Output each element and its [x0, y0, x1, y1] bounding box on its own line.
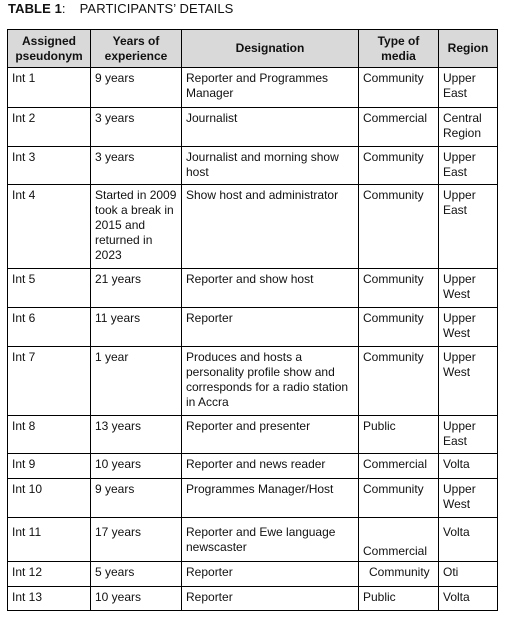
cell-region: Volta — [439, 518, 498, 562]
cell-designation: Reporter and Programmes Manager — [182, 68, 359, 108]
cell-designation: Reporter and presenter — [182, 416, 359, 454]
cell-experience: 1 year — [91, 347, 182, 416]
cell-media-type: Community — [359, 68, 439, 108]
cell-designation: Reporter — [182, 587, 359, 611]
cell-pseudonym: Int 12 — [8, 562, 91, 587]
cell-media-type: Community — [359, 269, 439, 308]
cell-media-type: Commercial — [359, 108, 439, 147]
cell-media-type: Commercial — [359, 518, 439, 562]
cell-region: Upper East — [439, 185, 498, 269]
table-row — [8, 347, 498, 416]
cell-pseudonym: Int 4 — [8, 185, 91, 269]
cell-experience: 10 years — [91, 454, 182, 479]
header-media-type: Type of media — [359, 30, 439, 68]
table-row — [8, 416, 498, 454]
cell-media-type: Community — [359, 147, 439, 185]
cell-designation: Produces and hosts a personality profile show and corresponds for a radio station in Accra — [182, 347, 359, 416]
cell-pseudonym: Int 5 — [8, 269, 91, 308]
table-row — [8, 185, 498, 269]
cell-designation: Reporter and show host — [182, 269, 359, 308]
cell-experience: 11 years — [91, 308, 182, 347]
cell-region: Central Region — [439, 108, 498, 147]
table-row — [8, 587, 498, 611]
cell-experience: 3 years — [91, 108, 182, 147]
table-row — [8, 308, 498, 347]
cell-designation: Reporter — [182, 308, 359, 347]
cell-experience: 10 years — [91, 587, 182, 611]
cell-region: Volta — [439, 454, 498, 479]
cell-pseudonym: Int 9 — [8, 454, 91, 479]
table-row — [8, 108, 498, 147]
cell-pseudonym: Int 7 — [8, 347, 91, 416]
table-row — [8, 68, 498, 108]
cell-pseudonym: Int 11 — [8, 518, 91, 562]
cell-pseudonym: Int 13 — [8, 587, 91, 611]
header-designation: Designation — [182, 30, 359, 68]
cell-designation: Reporter and Ewe language newscaster — [182, 518, 359, 562]
cell-media-type: Community — [359, 347, 439, 416]
cell-region: Upper West — [439, 269, 498, 308]
cell-media-type: Community — [359, 308, 439, 347]
cell-region: Volta — [439, 587, 498, 611]
cell-experience: Started in 2009 took a break in 2015 and returned in 2023 — [91, 185, 182, 269]
cell-media-type: Commercial — [359, 454, 439, 479]
cell-experience: 13 years — [91, 416, 182, 454]
header-experience: Years of experience — [91, 30, 182, 68]
table-row — [8, 269, 498, 308]
cell-pseudonym: Int 1 — [8, 68, 91, 108]
cell-designation: Reporter — [182, 562, 359, 587]
cell-experience: 3 years — [91, 147, 182, 185]
table-title: PARTICIPANTS’ DETAILS — [79, 1, 234, 16]
header-region: Region — [439, 30, 498, 68]
cell-designation: Journalist — [182, 108, 359, 147]
cell-pseudonym: Int 8 — [8, 416, 91, 454]
cell-region: Upper East — [439, 416, 498, 454]
cell-designation: Programmes Manager/Host — [182, 479, 359, 518]
cell-pseudonym: Int 3 — [8, 147, 91, 185]
header-row — [8, 30, 498, 68]
cell-experience: 9 years — [91, 479, 182, 518]
cell-region: Upper West — [439, 347, 498, 416]
cell-experience: 9 years — [91, 68, 182, 108]
table-row — [8, 454, 498, 479]
cell-region: Upper West — [439, 479, 498, 518]
table-caption: TABLE 1: PARTICIPANTS’ DETAILS — [8, 1, 234, 16]
cell-region: Upper East — [439, 147, 498, 185]
cell-designation: Show host and administrator — [182, 185, 359, 269]
cell-region: Upper East — [439, 68, 498, 108]
cell-designation: Reporter and news reader — [182, 454, 359, 479]
cell-experience: 21 years — [91, 269, 182, 308]
table-row — [8, 562, 498, 587]
table-label: TABLE 1 — [8, 1, 62, 16]
cell-media-type: Community — [359, 479, 439, 518]
participants-table — [7, 29, 498, 611]
table-row — [8, 479, 498, 518]
cell-experience: 17 years — [91, 518, 182, 562]
table-row — [8, 518, 498, 562]
cell-media-type: Community — [359, 185, 439, 269]
header-pseudonym: Assigned pseudonym — [8, 30, 91, 68]
cell-experience: 5 years — [91, 562, 182, 587]
cell-pseudonym: Int 10 — [8, 479, 91, 518]
cell-media-type: Public — [359, 416, 439, 454]
cell-media-type: Public — [359, 587, 439, 611]
cell-designation: Journalist and morning show host — [182, 147, 359, 185]
cell-region: Oti — [439, 562, 498, 587]
cell-pseudonym: Int 2 — [8, 108, 91, 147]
cell-pseudonym: Int 6 — [8, 308, 91, 347]
cell-region: Upper West — [439, 308, 498, 347]
cell-media-type: Community — [359, 562, 439, 587]
table-row — [8, 147, 498, 185]
